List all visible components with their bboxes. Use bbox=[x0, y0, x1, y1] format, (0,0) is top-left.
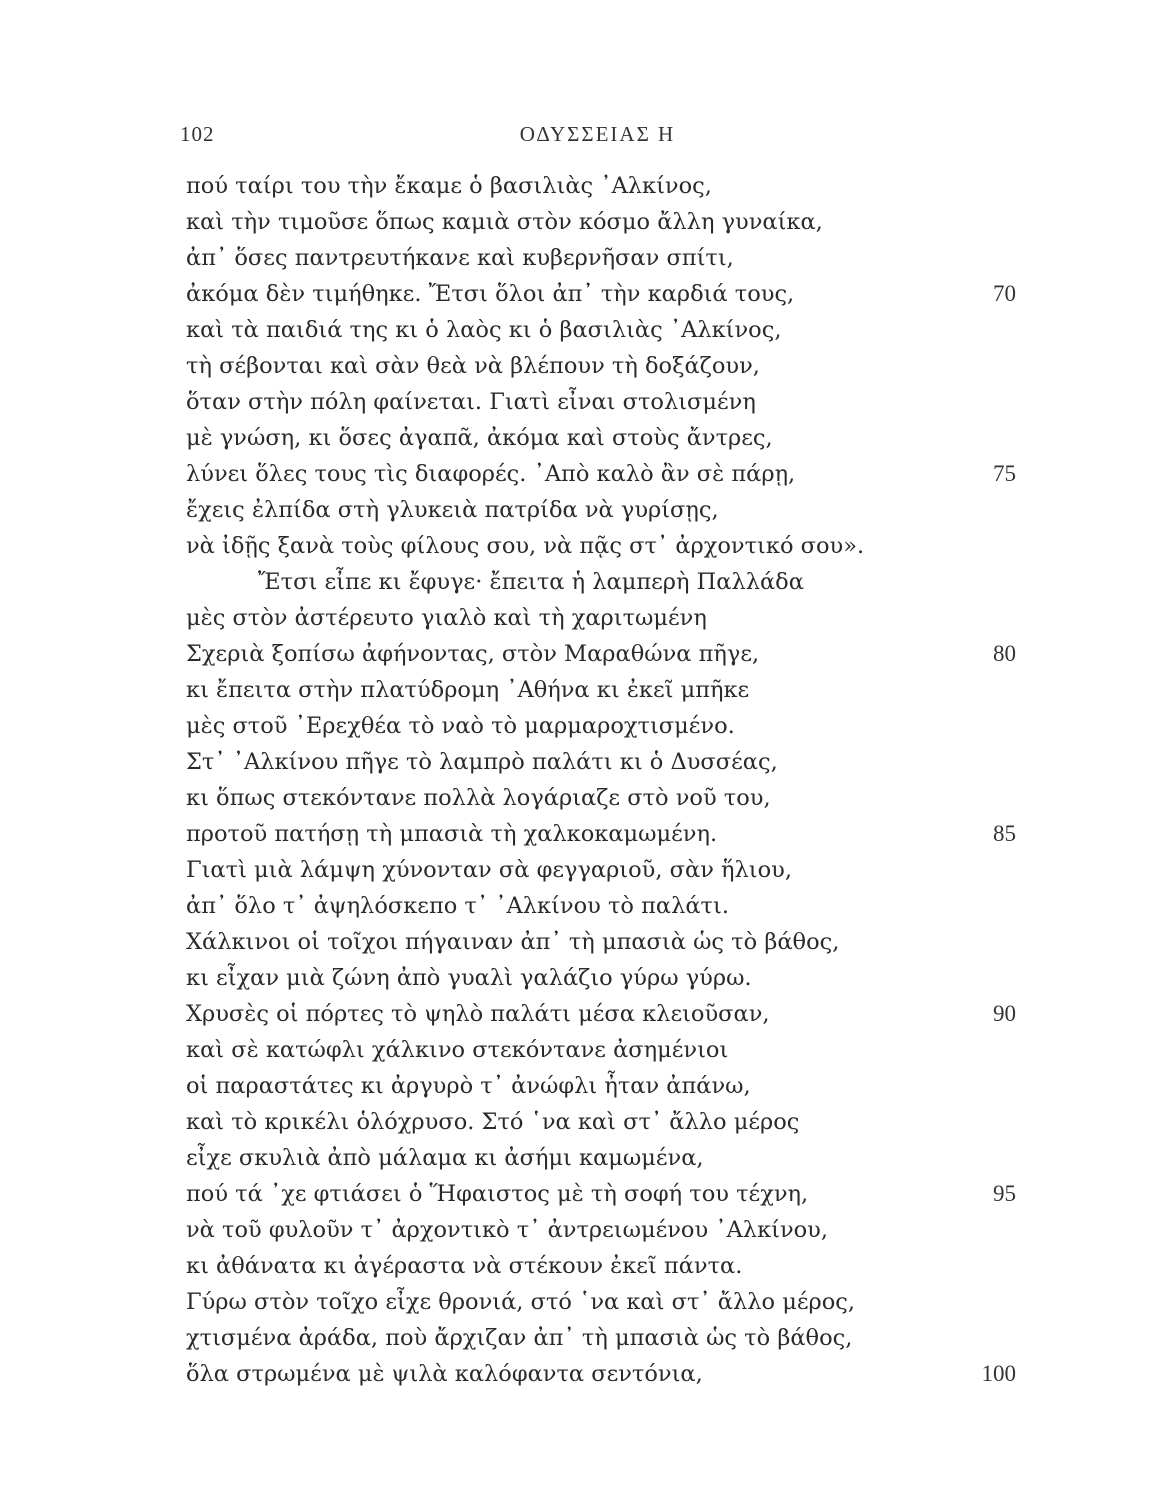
verse-text: εἶχε σκυλιὰ ἀπὸ μάλαμα κι ἀσήμι καμωμένα, bbox=[186, 1145, 704, 1171]
book-title: ΟΔΥΣΣΕΙΑΣ Η bbox=[519, 122, 676, 146]
verse-text: χτισμένα ἀράδα, ποὺ ἄρχιζαν ἀπ᾿ τὴ μπασιὰ ὡς τὸ βάθος, bbox=[186, 1325, 853, 1351]
verse-text: ὅταν στὴν πόλη φαίνεται. Γιατὶ εἶναι στολισμένη bbox=[186, 389, 756, 415]
verse-line bbox=[186, 1284, 1016, 1320]
verse-text: πού ταίρι του τὴν ἔκαμε ὁ βασιλιὰς ᾿Αλκίνος, bbox=[186, 173, 712, 199]
verse-text: Στ᾿ ᾿Αλκίνου πῆγε τὸ λαμπρὸ παλάτι κι ὁ Δυσσέας, bbox=[186, 749, 778, 775]
verse-text: ὅλα στρωμένα μὲ ψιλὰ καλόφαντα σεντόνια, bbox=[186, 1361, 703, 1387]
verse-line bbox=[186, 1068, 1016, 1104]
verse-line bbox=[186, 492, 1016, 528]
line-number: 75 bbox=[993, 461, 1016, 486]
verse-text: τὴ σέβονται καὶ σὰν θεὰ νὰ βλέπουν τὴ δοξάζουν, bbox=[186, 353, 760, 379]
verse-line bbox=[186, 636, 1016, 672]
verse-line bbox=[186, 996, 1016, 1032]
verse-line bbox=[186, 204, 1016, 240]
verse-line bbox=[186, 852, 1016, 888]
verse-line bbox=[186, 420, 1016, 456]
verse-line bbox=[186, 1104, 1016, 1140]
verse-line bbox=[186, 816, 1016, 852]
verse-line bbox=[186, 888, 1016, 924]
verse-line bbox=[186, 1032, 1016, 1068]
verse-text: κι εἶχαν μιὰ ζώνη ἀπὸ γυαλὶ γαλάζιο γύρω γύρω. bbox=[186, 965, 752, 991]
verse-line bbox=[186, 1212, 1016, 1248]
verse-text: καὶ τὸ κρικέλι ὁλόχρυσο. Στό ῾να καὶ στ᾿ ἄλλο μέρος bbox=[186, 1109, 800, 1135]
verse-text: καὶ τὰ παιδιά της κι ὁ λαὸς κι ὁ βασιλιὰς ᾿Αλκίνος, bbox=[186, 317, 782, 343]
verse-text: καὶ τὴν τιμοῦσε ὅπως καμιὰ στὸν κόσμο ἄλλη γυναίκα, bbox=[186, 209, 823, 235]
verse-line bbox=[186, 348, 1016, 384]
verse-text: κι ὅπως στεκόντανε πολλὰ λογάριαζε στὸ νοῦ του, bbox=[186, 785, 771, 811]
line-number: 85 bbox=[993, 821, 1016, 846]
verse-text: ἔχεις ἐλπίδα στὴ γλυκειὰ πατρίδα νὰ γυρίσῃς, bbox=[186, 497, 719, 523]
verse-line bbox=[186, 600, 1016, 636]
verse-text: Γύρω στὸν τοῖχο εἶχε θρονιά, στό ῾να καὶ στ᾿ ἄλλο μέρος, bbox=[186, 1289, 856, 1315]
verse-text: ἀκόμα δὲν τιμήθηκε. Ἔτσι ὅλοι ἀπ᾿ τὴν καρδιά τους, bbox=[186, 281, 795, 307]
verse-line bbox=[186, 1320, 1016, 1356]
verse-text: Χάλκινοι οἱ τοῖχοι πήγαιναν ἀπ᾿ τὴ μπασιὰ ὡς τὸ βάθος, bbox=[186, 929, 840, 955]
line-number: 95 bbox=[993, 1181, 1016, 1206]
verse-text: πού τά ᾿χε φτιάσει ὁ Ἥφαιστος μὲ τὴ σοφή του τέχνη, bbox=[186, 1181, 809, 1207]
verse-text: Γιατὶ μιὰ λάμψη χύνονταν σὰ φεγγαριοῦ, σὰν ἥλιου, bbox=[186, 857, 792, 883]
verse-text: ἀπ᾿ ὅλο τ᾿ ἀψηλόσκεπο τ᾿ ᾿Αλκίνου τὸ παλάτι. bbox=[186, 893, 729, 919]
verse-line bbox=[186, 1140, 1016, 1176]
verse-line bbox=[186, 924, 1016, 960]
verse-text: ἀπ᾿ ὅσες παντρευτήκανε καὶ κυβερνῆσαν σπίτι, bbox=[186, 245, 734, 271]
verse-line bbox=[186, 744, 1016, 780]
verse-line bbox=[186, 708, 1016, 744]
verse-text: μὲ γνώση, κι ὅσες ἀγαπᾶ, ἀκόμα καὶ στοὺς ἄντρες, bbox=[186, 425, 773, 451]
verse-line bbox=[186, 672, 1016, 708]
verse-text: Ἔτσι εἶπε κι ἔφυγε· ἔπειτα ἡ λαμπερὴ Παλλάδα bbox=[258, 569, 804, 595]
verse-text: μὲς στὸν ἀστέρευτο γιαλὸ καὶ τὴ χαριτωμένη bbox=[186, 605, 707, 631]
verse-text: Χρυσὲς οἱ πόρτες τὸ ψηλὸ παλάτι μέσα κλειοῦσαν, bbox=[186, 1001, 770, 1027]
verse-text: οἱ παραστάτες κι ἀργυρὸ τ᾿ ἀνώφλι ἦταν ἀπάνω, bbox=[186, 1073, 751, 1099]
verse-line bbox=[186, 240, 1016, 276]
verse-line bbox=[186, 456, 1016, 492]
verse-text: κι ἔπειτα στὴν πλατύδρομη ᾿Αθήνα κι ἐκεῖ μπῆκε bbox=[186, 677, 750, 703]
verse-text: νὰ ἰδῇς ξανὰ τοὺς φίλους σου, νὰ πᾷς στ᾿ ἀρχοντικό σου». bbox=[186, 533, 865, 559]
verse-line bbox=[186, 276, 1016, 312]
verse-line bbox=[186, 528, 1016, 564]
verse-line bbox=[186, 1356, 1016, 1392]
verse-text: λύνει ὅλες τους τὶς διαφορές. ᾿Απὸ καλὸ ἂν σὲ πάρῃ, bbox=[186, 461, 796, 487]
verse-line bbox=[186, 564, 1016, 600]
line-number: 80 bbox=[993, 641, 1016, 666]
verse-line bbox=[186, 384, 1016, 420]
line-number: 70 bbox=[993, 281, 1016, 306]
verse-line bbox=[186, 1176, 1016, 1212]
verse-line bbox=[186, 780, 1016, 816]
verse-line bbox=[186, 1248, 1016, 1284]
verse-text: νὰ τοῦ φυλοῦν τ᾿ ἀρχοντικὸ τ᾿ ἀντρειωμένου ᾿Αλκίνου, bbox=[186, 1217, 829, 1243]
verse-text: προτοῦ πατήσῃ τὴ μπασιὰ τὴ χαλκοκαμωμένη. bbox=[186, 821, 718, 847]
verse-line bbox=[186, 312, 1016, 348]
verse-block bbox=[186, 168, 1016, 1392]
line-number: 100 bbox=[981, 1361, 1016, 1386]
running-head bbox=[180, 122, 1015, 152]
page-number: 102 bbox=[180, 122, 215, 146]
line-number: 90 bbox=[993, 1001, 1016, 1026]
verse-text: μὲς στοῦ ᾿Ερεχθέα τὸ ναὸ τὸ μαρμαροχτισμένο. bbox=[186, 713, 735, 739]
verse-text: κι ἀθάνατα κι ἀγέραστα νὰ στέκουν ἐκεῖ πάντα. bbox=[186, 1253, 743, 1279]
verse-text: καὶ σὲ κατώφλι χάλκινο στεκόντανε ἀσημένιοι bbox=[186, 1037, 729, 1063]
verse-line bbox=[186, 960, 1016, 996]
verse-line bbox=[186, 168, 1016, 204]
verse-text: Σχεριὰ ξοπίσω ἀφήνοντας, στὸν Μαραθώνα πῆγε, bbox=[186, 641, 760, 667]
